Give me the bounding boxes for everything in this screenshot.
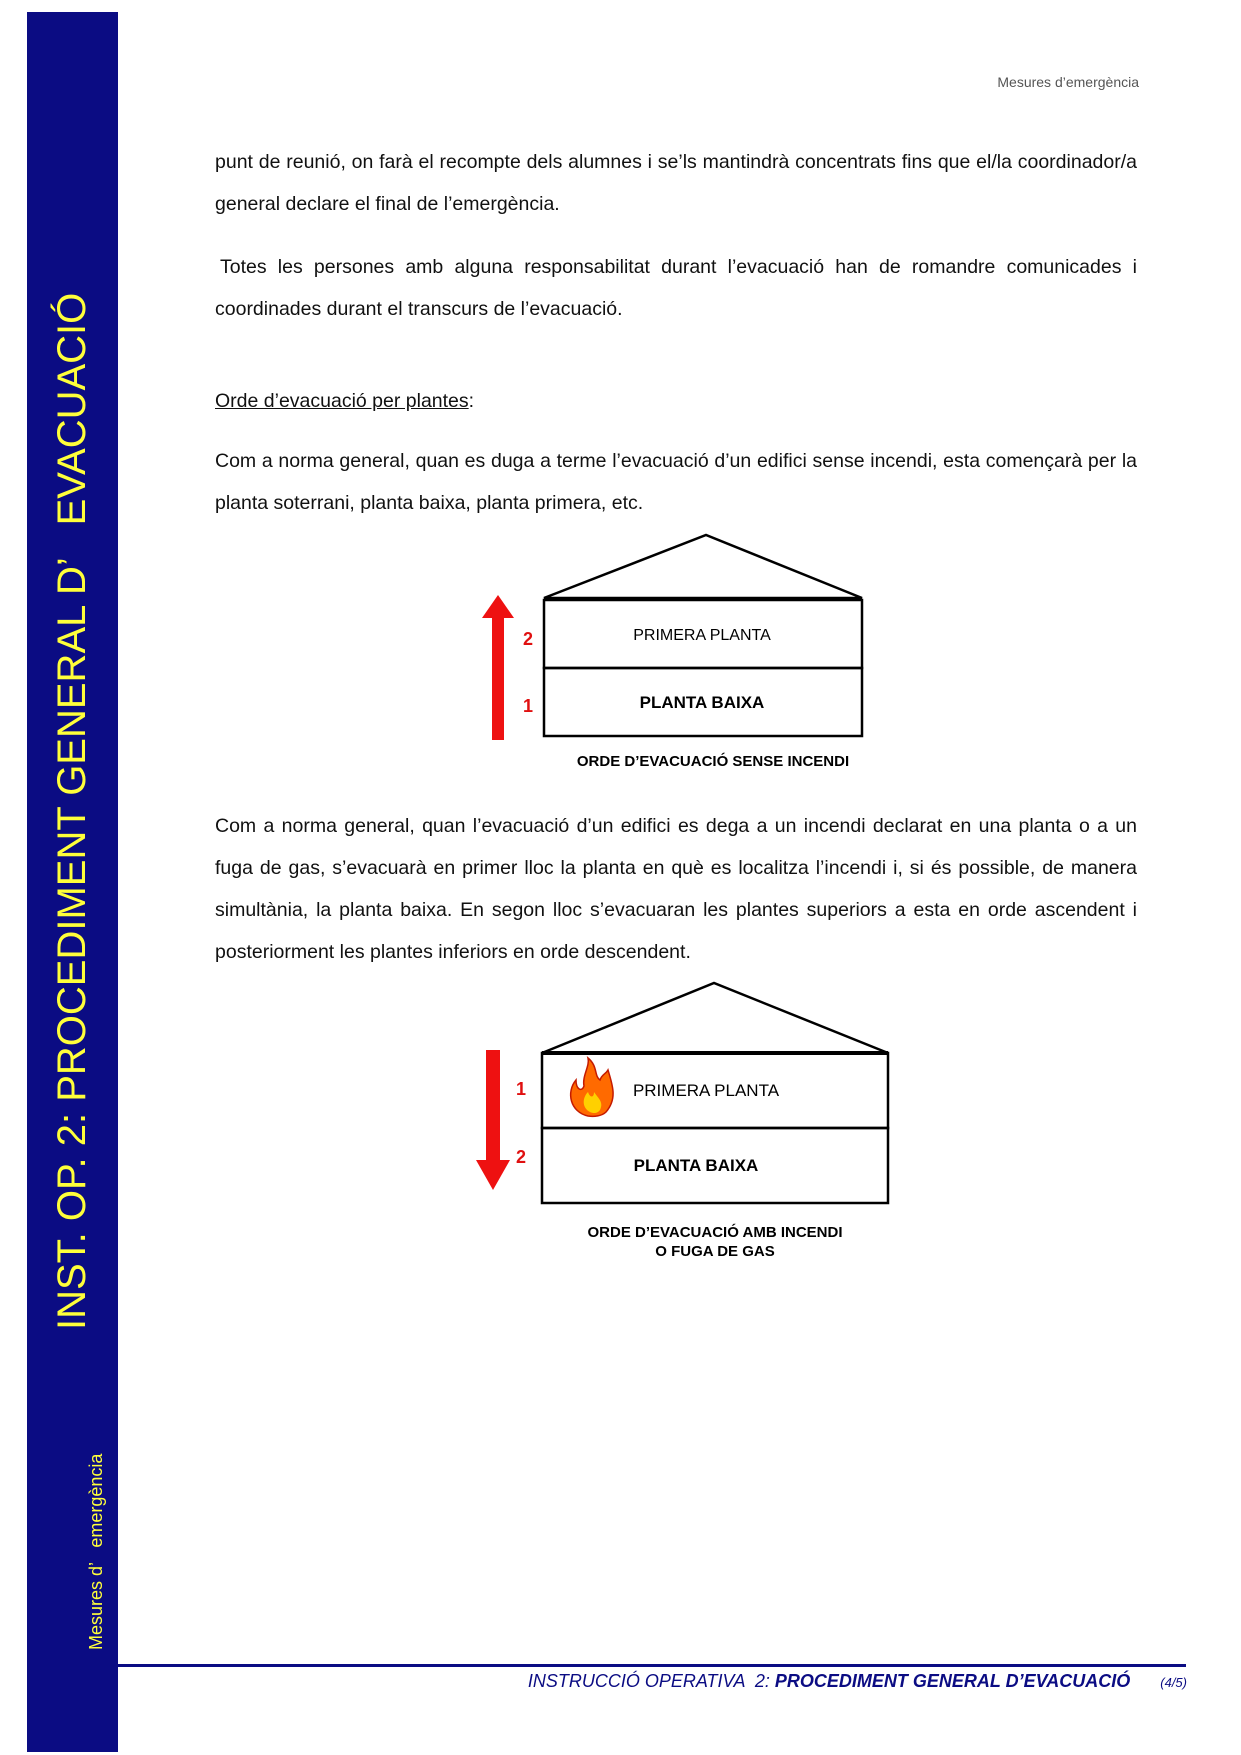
paragraph-4: Com a norma general, quan l’evacuació d’un edifici es dega a un incendi declarat en una planta o a un fuga de gas, s’evacuarà en primer lloc la planta en què es localitza l’incendi i, si és possible, de manera simultània, la planta baixa. En segon lloc s’evacuaran les plantes superiors a esta en orde ascendent i posteriorment les plantes inferiors en orde descendent. [215,815,1137,963]
roof [542,983,888,1053]
page-header: Mesures d’emergència [997,74,1139,90]
page-number: (4/5) [1160,1675,1187,1690]
section-heading [215,380,474,422]
footer-title: PROCEDIMENT GENERAL D’EVACUACIÓ [774,1671,1131,1691]
upper-floor-label: PRIMERA PLANTA [632,1081,780,1100]
roof [544,535,862,598]
section-heading-text: Orde d’evacuació per plantes [215,390,469,412]
evacuation-diagram-no-fire [470,530,890,780]
diagram-caption-line1: ORDE D’EVACUACIÓ AMB INCENDI [587,1224,843,1241]
section-heading-colon: : [468,390,475,412]
paragraph-2: Totes les persones amb alguna responsabilitat durant l’evacuació han de romandre comunicades i coordinades durant el transcurs de l’evacuació. [215,256,1137,320]
diagram-caption: ORDE D’EVACUACIÓ SENSE INCENDI [576,753,850,770]
lower-number: 1 [523,696,534,716]
lower-floor-label: PLANTA BAIXA [633,1156,759,1175]
sidebar-subtitle: Mesures d’ emergència [86,1453,106,1650]
diagram-caption-line2: O FUGA DE GAS [655,1243,775,1260]
footer-prefix: INSTRUCCIÓ OPERATIVA 2: [527,1671,775,1691]
fire-icon [571,1058,613,1116]
page-footer [528,1671,1187,1692]
lower-number: 2 [516,1147,527,1167]
lower-floor-label: PLANTA BAIXA [639,693,765,712]
footer-divider [118,1664,1186,1667]
upper-number: 2 [523,629,534,649]
upper-floor-label: PRIMERA PLANTA [633,627,771,644]
evacuation-diagram-fire [470,980,920,1270]
upper-number: 1 [516,1079,527,1099]
paragraph-1: punt de reunió, on farà el recompte dels alumnes i se’ls mantindrà concentrats fins que el/la coordinador/a general declare el final de l’emergència. [215,151,1137,215]
paragraph-3: Com a norma general, quan es duga a terme l’evacuació d’un edifici sense incendi, esta començarà per la planta soterrani, planta baixa, planta primera, etc. [215,450,1137,514]
arrow-up-icon [482,595,514,740]
sidebar-title: INST. OP. 2: PROCEDIMENT GENERAL D’ EVACUACIÓ [50,292,94,1330]
arrow-down-icon [476,1050,510,1190]
